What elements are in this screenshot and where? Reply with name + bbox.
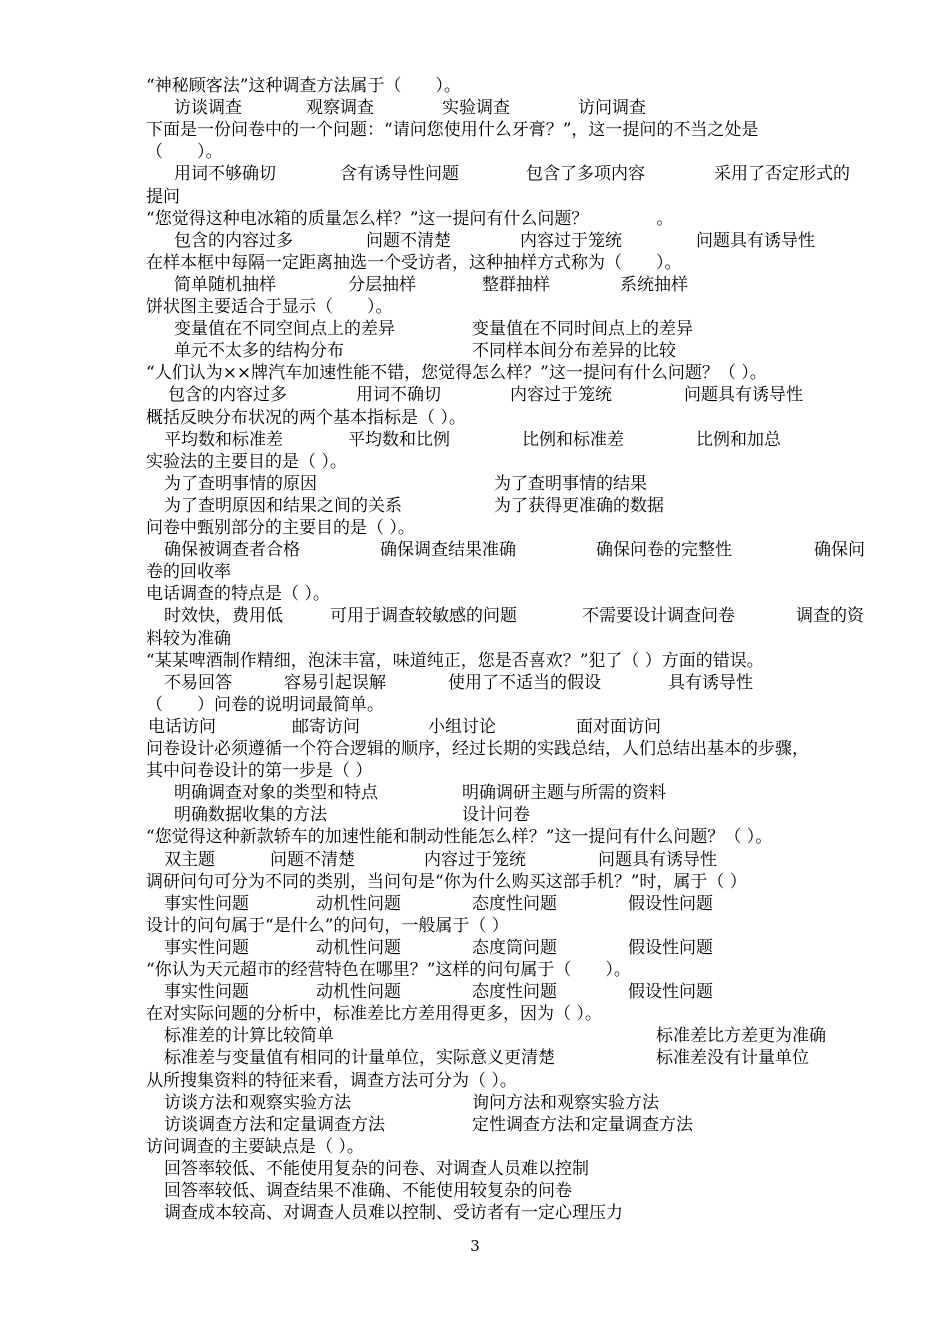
option-item: 包含了多项内容 xyxy=(526,164,645,185)
option-item: 电话访问 xyxy=(148,716,216,737)
option-item: 访问调查 xyxy=(578,98,646,119)
option-continuation: 卷的回收率 xyxy=(146,562,231,583)
option-item: 确保问 xyxy=(814,540,865,561)
option-item: 询问方法和观察实验方法 xyxy=(472,1092,659,1113)
option-item: 分层抽样 xyxy=(348,274,416,295)
option-item: 确保调查结果准确 xyxy=(380,540,516,561)
option-item: 问题不清楚 xyxy=(366,230,451,251)
option-item: 问题具有诱导性 xyxy=(696,230,815,251)
option-continuation: 提问 xyxy=(146,186,180,207)
option-item: 标准差没有计量单位 xyxy=(656,1048,809,1069)
option-item: 系统抽样 xyxy=(620,274,688,295)
option-item: 访谈方法和观察实验方法 xyxy=(164,1092,351,1113)
option-item: 标准差比方差更为准确 xyxy=(656,1026,826,1047)
option-item: 不易回答 xyxy=(164,672,232,693)
option-item: 态度性问题 xyxy=(472,982,557,1003)
question-text: “你认为天元超市的经营特色在哪里？”这样的问句属于（ ）。 xyxy=(146,960,631,980)
question-text: 在对实际问题的分析中，标准差比方差用得更多，因为（ ）。 xyxy=(146,1004,602,1025)
question-text: （ ）问卷的说明词最简单。 xyxy=(146,694,384,715)
question-text: 实验法的主要目的是（ ）。 xyxy=(146,451,347,472)
option-item: 问题具有诱导性 xyxy=(598,849,717,870)
option-item: 明确数据收集的方法 xyxy=(174,805,327,826)
option-item: 不需要设计调查问卷 xyxy=(582,606,735,627)
option-item: 访谈调查方法和定量调查方法 xyxy=(164,1114,385,1135)
option-continuation: 料较为准确 xyxy=(146,628,231,649)
option-item: 面对面访问 xyxy=(576,716,661,737)
option-item: 变量值在不同时间点上的差异 xyxy=(472,319,693,340)
option-item: 假设性问题 xyxy=(628,982,713,1003)
option-item: 变量值在不同空间点上的差异 xyxy=(174,319,395,340)
question-text: “神秘顾客法”这种调查方法属于（ ）。 xyxy=(146,76,461,96)
option-item: 设计问卷 xyxy=(462,805,530,826)
option-item: 为了查明原因和结果之间的关系 xyxy=(164,495,402,516)
option-item: 定性调查方法和定量调查方法 xyxy=(472,1114,693,1135)
option-item: 内容过于笼统 xyxy=(520,230,622,251)
option-item: 采用了否定形式的 xyxy=(714,164,850,185)
option-item: 回答率较低、调查结果不准确、不能使用较复杂的问卷 xyxy=(164,1181,572,1201)
option-item: 态度筒问题 xyxy=(472,937,557,958)
question-text: “您觉得这种电冰箱的质量怎么样？”这一提问有什么问题？ 。 xyxy=(146,208,674,229)
option-item: 用词不够确切 xyxy=(174,164,276,185)
option-item: 时效快，费用低 xyxy=(164,606,283,627)
option-item: 包含的内容过多 xyxy=(174,230,293,251)
question-text: 概括反映分布状况的两个基本指标是（ ）。 xyxy=(146,407,466,428)
option-item: 明确调研主题与所需的资料 xyxy=(462,783,666,804)
option-item: 为了查明事情的结果 xyxy=(494,473,647,494)
option-item: 调查成本较高、对调查人员难以控制、受访者有一定心理压力 xyxy=(164,1203,623,1224)
option-item: 态度性问题 xyxy=(472,893,557,914)
option-item: 为了查明事情的原因 xyxy=(164,473,317,494)
question-text: 问卷设计必须遵循一个符合逻辑的顺序，经过长期的实践总结，人们总结出基本的步骤， xyxy=(146,739,809,759)
option-item: 内容过于笼统 xyxy=(510,385,612,406)
page-number: 3 xyxy=(470,1237,480,1255)
option-item: 标准差与变量值有相同的计量单位，实际意义更清楚 xyxy=(164,1048,555,1069)
question-text: 电话调查的特点是（ ）。 xyxy=(146,584,330,605)
question-text: 下面是一份问卷中的一个问题：“请问您使用什么牙膏？”，这一提问的不当之处是 xyxy=(146,120,759,141)
question-text: 在样本框中每隔一定距离抽选一个受访者，这种抽样方式称为（ ）。 xyxy=(146,252,682,273)
option-item: 标准差的计算比较简单 xyxy=(164,1026,334,1047)
option-item: 具有诱导性 xyxy=(668,672,753,693)
option-item: 假设性问题 xyxy=(628,893,713,914)
question-text: 从所搜集资料的特征来看，调查方法可分为（ ）。 xyxy=(146,1070,517,1091)
question-text: “某某啤酒制作精细，泡沫丰富，味道纯正，您是否喜欢？”犯了（ ）方面的错误。 xyxy=(146,650,764,671)
option-item: 小组讨论 xyxy=(428,716,496,737)
option-item: 容易引起误解 xyxy=(284,672,386,693)
option-item: 确保问卷的完整性 xyxy=(596,540,732,561)
option-item: 动机性问题 xyxy=(316,982,401,1003)
option-item: 观察调查 xyxy=(306,98,374,119)
option-item: 包含的内容过多 xyxy=(168,385,287,406)
question-text: 访问调查的主要缺点是（ ）。 xyxy=(146,1136,364,1157)
question-text: 调研问句可分为不同的类别，当问句是“你为什么购买这部手机？”时，属于（ ） xyxy=(146,871,747,892)
option-item: 含有诱导性问题 xyxy=(340,164,459,185)
question-text: 饼状图主要适合于显示（ ）。 xyxy=(146,297,393,317)
option-item: 使用了不适当的假设 xyxy=(448,672,601,693)
option-item: 明确调查对象的类型和特点 xyxy=(174,783,378,804)
option-item: 调查的资 xyxy=(796,606,864,627)
option-item: 实验调查 xyxy=(442,98,510,119)
option-item: 确保被调查者合格 xyxy=(164,540,300,561)
option-item: 动机性问题 xyxy=(316,937,401,958)
option-item: 不同样本间分布差异的比较 xyxy=(472,341,676,362)
option-item: 为了获得更准确的数据 xyxy=(494,495,664,516)
option-item: 平均数和标准差 xyxy=(164,429,283,450)
question-text: 问卷中甄别部分的主要目的是（ ）。 xyxy=(146,518,415,538)
option-item: 问题不清楚 xyxy=(270,849,355,870)
option-item: 事实性问题 xyxy=(164,893,249,914)
question-text: “人们认为××牌汽车加速性能不错，您觉得怎么样？”这一提问有什么问题？（ ）。 xyxy=(146,363,767,384)
option-item: 回答率较低、不能使用复杂的问卷、对调查人员难以控制 xyxy=(164,1158,589,1179)
option-item: 内容过于笼统 xyxy=(424,849,526,870)
question-text: （ ）。 xyxy=(146,142,223,163)
option-item: 事实性问题 xyxy=(164,982,249,1003)
option-item: 比例和标准差 xyxy=(522,429,624,450)
option-item: 比例和加总 xyxy=(696,429,781,450)
option-item: 动机性问题 xyxy=(316,893,401,914)
option-item: 双主题 xyxy=(164,849,215,870)
option-item: 问题具有诱导性 xyxy=(684,385,803,406)
option-item: 假设性问题 xyxy=(628,937,713,958)
option-item: 访谈调查 xyxy=(174,98,242,119)
option-item: 整群抽样 xyxy=(482,274,550,295)
question-text: 其中问卷设计的第一步是（ ） xyxy=(146,761,373,782)
option-item: 邮寄访问 xyxy=(292,716,360,737)
option-item: 简单随机抽样 xyxy=(174,274,276,295)
option-item: 事实性问题 xyxy=(164,937,249,958)
option-item: 平均数和比例 xyxy=(348,429,450,450)
question-text: 设计的问句属于“是什么”的问句，一般属于（ ） xyxy=(146,915,509,936)
question-text: “您觉得这种新款轿车的加速性能和制动性能怎么样？”这一提问有什么问题？（ ）。 xyxy=(146,827,773,848)
option-item: 可用于调查较敏感的问题 xyxy=(330,606,517,627)
option-item: 单元不太多的结构分布 xyxy=(174,341,344,362)
option-item: 用词不确切 xyxy=(356,385,441,406)
